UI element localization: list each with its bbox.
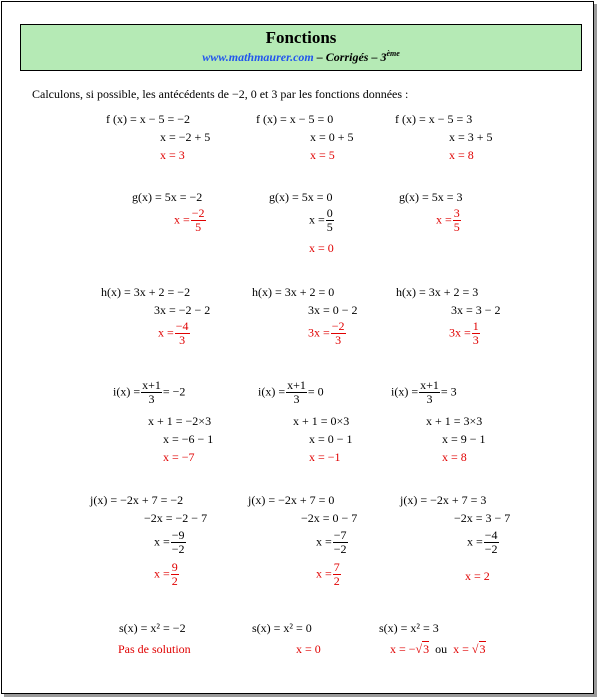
g-eq-2: g(x) = 5x = 0 <box>269 190 333 204</box>
intro-text: Calculons, si possible, les antécédents de −2, 0 et 3 par les fonctions données : <box>32 87 409 101</box>
i-eq-3: i(x) = $\frac{x+1}{3}$ = 3 <box>391 378 457 406</box>
h-answer-2: 3x = $\frac{-2}{3}$ <box>308 319 345 347</box>
j-eq-2: j(x) = −2x + 7 = 0 <box>248 493 335 507</box>
f-answer-2: x = 5 <box>310 148 335 162</box>
j-step-3: −2x = 3 − 7 <box>454 511 511 525</box>
s-answer-2: x = 0 <box>296 642 321 656</box>
s-answer-1: Pas de solution <box>118 642 191 656</box>
page-title: Fonctions <box>265 28 337 47</box>
f-step-2: x = 0 + 5 <box>310 130 354 144</box>
h-step-1: 3x = −2 − 2 <box>154 303 211 317</box>
page-frame <box>1 1 594 694</box>
i-answer-1: x = −7 <box>163 450 195 464</box>
h-answer-3: 3x = $\frac{1}{3}$ <box>449 319 479 347</box>
i-step-3a: x + 1 = 3×3 <box>426 414 483 428</box>
g-answer-1: x = $\frac{-2}{5}$ <box>174 206 205 234</box>
f-step-1: x = −2 + 5 <box>160 130 211 144</box>
j-answer-1: x = $\frac{9}{2}$ <box>154 560 178 588</box>
h-answer-1: x = $\frac{-4}{3}$ <box>158 319 189 347</box>
i-answer-3: x = 8 <box>442 450 467 464</box>
j-step-1: −2x = −2 − 7 <box>144 511 208 525</box>
header-box <box>20 24 582 71</box>
f-eq-3: f (x) = x − 5 = 3 <box>395 112 473 126</box>
site-link[interactable]: www.mathmaurer.com <box>202 50 314 64</box>
h-eq-3: h(x) = 3x + 2 = 3 <box>396 285 479 299</box>
g-answer-2: x = 0 <box>309 241 334 255</box>
f-eq-2: f (x) = x − 5 = 0 <box>256 112 334 126</box>
f-eq-1: f (x) = x − 5 = −2 <box>106 112 191 126</box>
j-frac-2: x = $\frac{-7}{-2}$ <box>316 528 347 556</box>
s-answer-3: x = −√3 ou x = √3 <box>390 642 486 656</box>
g-eq-3: g(x) = 5x = 3 <box>399 190 463 204</box>
j-step-2: −2x = 0 − 7 <box>301 511 358 525</box>
i-step-3b: x = 9 − 1 <box>442 432 486 446</box>
f-answer-3: x = 8 <box>449 148 474 162</box>
j-frac-3: x = $\frac{-4}{-2}$ <box>467 528 498 556</box>
i-eq-1: i(x) = $\frac{x+1}{3}$ = −2 <box>113 378 186 406</box>
j-answer-3: x = 2 <box>465 569 490 583</box>
i-step-1b: x = −6 − 1 <box>163 432 214 446</box>
i-eq-2: i(x) = $\frac{x+1}{3}$ = 0 <box>258 378 324 406</box>
h-eq-1: h(x) = 3x + 2 = −2 <box>101 285 191 299</box>
h-step-3: 3x = 3 − 2 <box>451 303 501 317</box>
i-answer-2: x = −1 <box>309 450 341 464</box>
j-eq-3: j(x) = −2x + 7 = 3 <box>400 493 487 507</box>
h-eq-2: h(x) = 3x + 2 = 0 <box>252 285 335 299</box>
i-step-2b: x = 0 − 1 <box>309 432 353 446</box>
g-answer-3: x = $\frac{3}{5}$ <box>436 206 460 234</box>
s-eq-3: s(x) = x² = 3 <box>379 621 439 635</box>
j-answer-2: x = $\frac{7}{2}$ <box>316 560 340 588</box>
s-eq-2: s(x) = x² = 0 <box>252 621 312 635</box>
f-step-3: x = 3 + 5 <box>449 130 493 144</box>
s-eq-1: s(x) = x² = −2 <box>119 621 186 635</box>
g-step-2: x = $\frac{0}{5}$ <box>309 206 333 234</box>
f-answer-1: x = 3 <box>160 148 185 162</box>
j-frac-1: x = $\frac{-9}{-2}$ <box>154 528 185 556</box>
h-step-2: 3x = 0 − 2 <box>308 303 358 317</box>
j-eq-1: j(x) = −2x + 7 = −2 <box>90 493 184 507</box>
g-eq-1: g(x) = 5x = −2 <box>132 190 203 204</box>
i-step-2a: x + 1 = 0×3 <box>293 414 350 428</box>
i-step-1a: x + 1 = −2×3 <box>148 414 212 428</box>
page-subtitle: www.mathmaurer.com – Corrigés – 3ème <box>202 49 400 64</box>
